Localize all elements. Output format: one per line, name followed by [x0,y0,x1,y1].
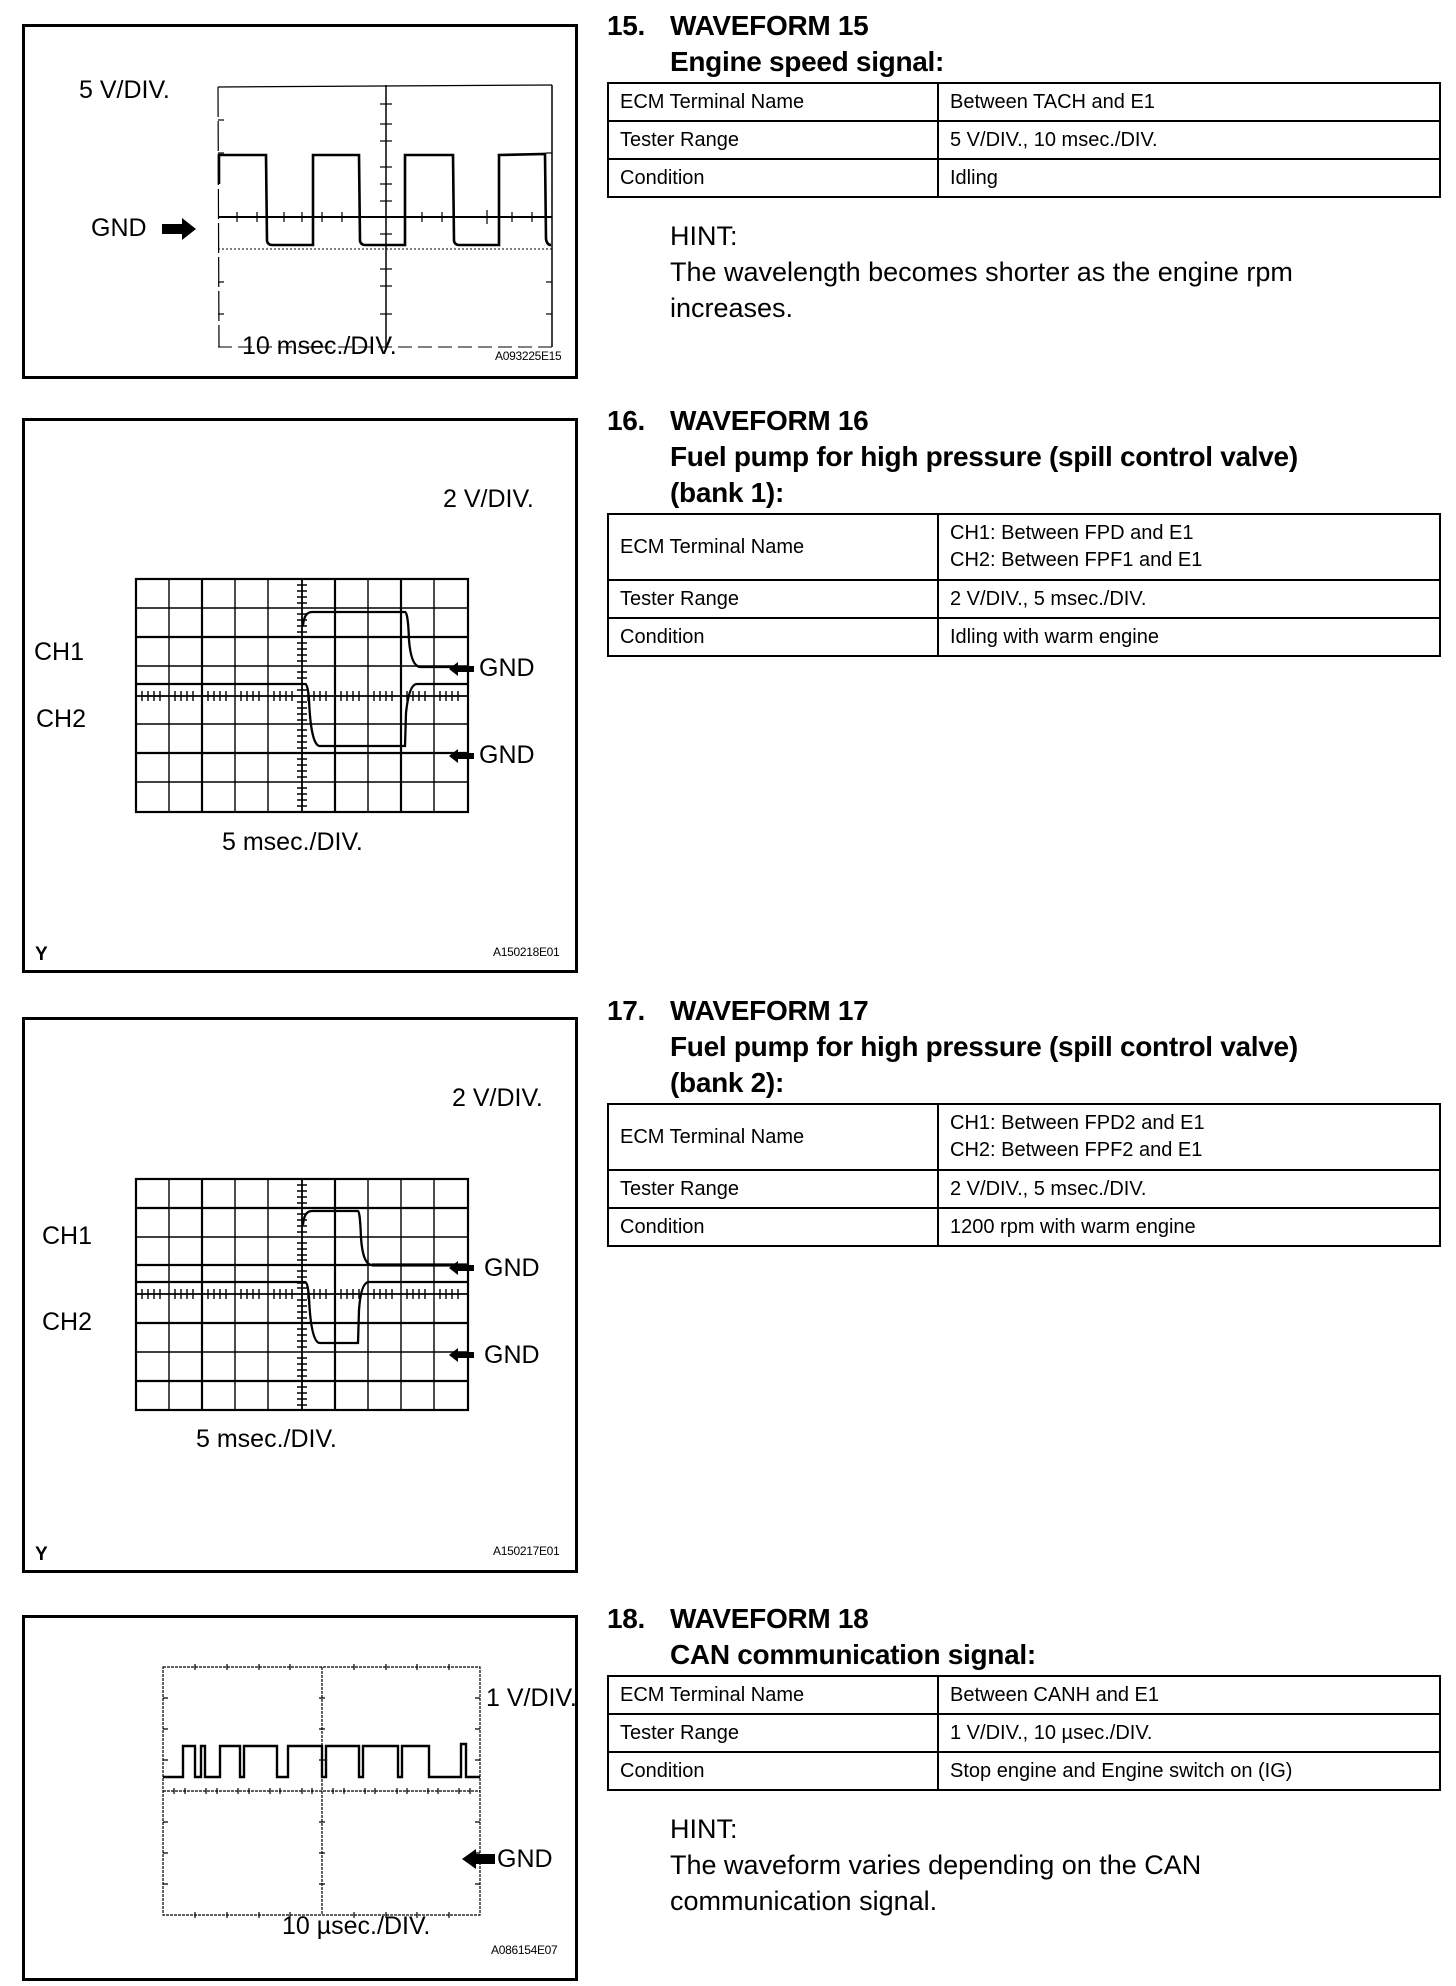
section-heading [607,8,1441,80]
row-value: Idling [938,159,1440,197]
table-row [608,580,1440,618]
row-label: Tester Range [608,1714,938,1752]
row-value: 1 V/DIV., 10 µsec./DIV. [938,1714,1440,1752]
volt-scale-label: 2 V/DIV. [443,485,534,513]
row-label: Condition [608,1208,938,1246]
section-waveform-18 [607,1601,1441,1919]
row-value [938,1104,1440,1170]
gnd-arrow-icon [449,661,475,677]
row-value: Idling with warm engine [938,618,1440,656]
figure-code: A093225E15 [495,349,562,363]
row-label: Tester Range [608,1170,938,1208]
waveform-18-figure [22,1615,578,1981]
figure-code: A086154E07 [491,1943,558,1957]
row-value: Between CANH and E1 [938,1676,1440,1714]
table-row [608,1104,1440,1170]
row-value: 2 V/DIV., 5 msec./DIV. [938,580,1440,618]
gnd-label: GND [91,214,147,242]
gnd-arrow-icon [449,1260,475,1276]
row-label: ECM Terminal Name [608,83,938,121]
ch1-gnd-label: GND [484,1254,540,1282]
row-value: Between TACH and E1 [938,83,1440,121]
row-label: Condition [608,618,938,656]
row-value: 1200 rpm with warm engine [938,1208,1440,1246]
gnd-label: GND [497,1845,553,1873]
spec-table [607,513,1441,657]
section-number: 15. [607,10,646,41]
row-label: Condition [608,1752,938,1790]
volt-scale-label: 5 V/DIV. [79,76,170,104]
hint-block [607,1811,1441,1919]
table-row [608,121,1440,159]
hint-block [607,218,1441,326]
section-subtitle: Fuel pump for high pressure (spill control valve) [670,441,1298,472]
hint-label: HINT: [670,221,738,251]
section-subtitle: (bank 1): [670,477,784,508]
section-number: 16. [607,405,646,436]
row-value-line: CH2: Between FPF1 and E1 [950,549,1203,571]
gnd-arrow-icon [449,1347,475,1363]
ch1-gnd-label: GND [479,654,535,682]
table-row [608,1676,1440,1714]
table-row [608,1170,1440,1208]
row-value-line: CH1: Between FPD2 and E1 [950,1112,1205,1134]
section-number: 18. [607,1603,646,1634]
spec-table [607,1103,1441,1247]
section-heading [607,403,1441,511]
volt-scale-label: 2 V/DIV. [452,1084,543,1112]
section-waveform-16 [607,403,1441,657]
gnd-arrow-icon [462,1848,496,1870]
row-value: Stop engine and Engine switch on (IG) [938,1752,1440,1790]
row-value-line: CH2: Between FPF2 and E1 [950,1139,1203,1161]
section-waveform-15 [607,8,1441,326]
figure-code: A150217E01 [493,1544,560,1558]
row-value-line: CH1: Between FPD and E1 [950,522,1194,544]
hint-text: The waveform varies depending on the CAN communication signal. [670,1850,1202,1916]
section-subtitle: Engine speed signal: [670,46,945,77]
time-scale-label: 10 msec./DIV. [242,332,397,360]
waveform-17-figure [22,1017,578,1573]
time-scale-label: 10 µsec./DIV. [282,1912,431,1940]
gnd-arrow-icon [449,748,475,764]
section-title: WAVEFORM 17 [670,995,869,1026]
ch2-gnd-label: GND [479,741,535,769]
row-label: ECM Terminal Name [608,1104,938,1170]
waveform-16-figure [22,418,578,973]
section-title: WAVEFORM 16 [670,405,869,436]
figure-code: A150218E01 [493,945,560,959]
table-row [608,1752,1440,1790]
section-number: 17. [607,995,646,1026]
ch2-label: CH2 [42,1308,93,1336]
corner-mark: Y [35,1544,48,1565]
section-subtitle: CAN communication signal: [670,1639,1036,1670]
row-label: Condition [608,159,938,197]
section-heading [607,1601,1441,1673]
hint-label: HINT: [670,1814,738,1844]
row-value: 2 V/DIV., 5 msec./DIV. [938,1170,1440,1208]
spec-table [607,82,1441,198]
section-heading [607,993,1441,1101]
row-label: ECM Terminal Name [608,1676,938,1714]
section-title: WAVEFORM 15 [670,10,869,41]
row-label: Tester Range [608,121,938,159]
table-row [608,1208,1440,1246]
volt-scale-label: 1 V/DIV. [486,1684,577,1712]
section-waveform-17 [607,993,1441,1247]
gnd-arrow-icon [160,217,200,241]
section-subtitle: (bank 2): [670,1067,784,1098]
ch1-label: CH1 [42,1222,93,1250]
section-title: WAVEFORM 18 [670,1603,869,1634]
table-row [608,159,1440,197]
time-scale-label: 5 msec./DIV. [196,1425,337,1453]
corner-mark: Y [35,944,48,965]
row-label: ECM Terminal Name [608,514,938,580]
row-value: 5 V/DIV., 10 msec./DIV. [938,121,1440,159]
table-row [608,1714,1440,1752]
row-value [938,514,1440,580]
table-row [608,83,1440,121]
ch2-gnd-label: GND [484,1341,540,1369]
row-label: Tester Range [608,580,938,618]
table-row [608,618,1440,656]
spec-table [607,1675,1441,1791]
waveform-15-figure [22,24,578,379]
section-subtitle: Fuel pump for high pressure (spill control valve) [670,1031,1298,1062]
hint-text: The wavelength becomes shorter as the engine rpm increases. [670,257,1293,323]
ch2-label: CH2 [36,705,87,733]
ch1-label: CH1 [34,638,85,666]
table-row [608,514,1440,580]
time-scale-label: 5 msec./DIV. [222,828,363,856]
